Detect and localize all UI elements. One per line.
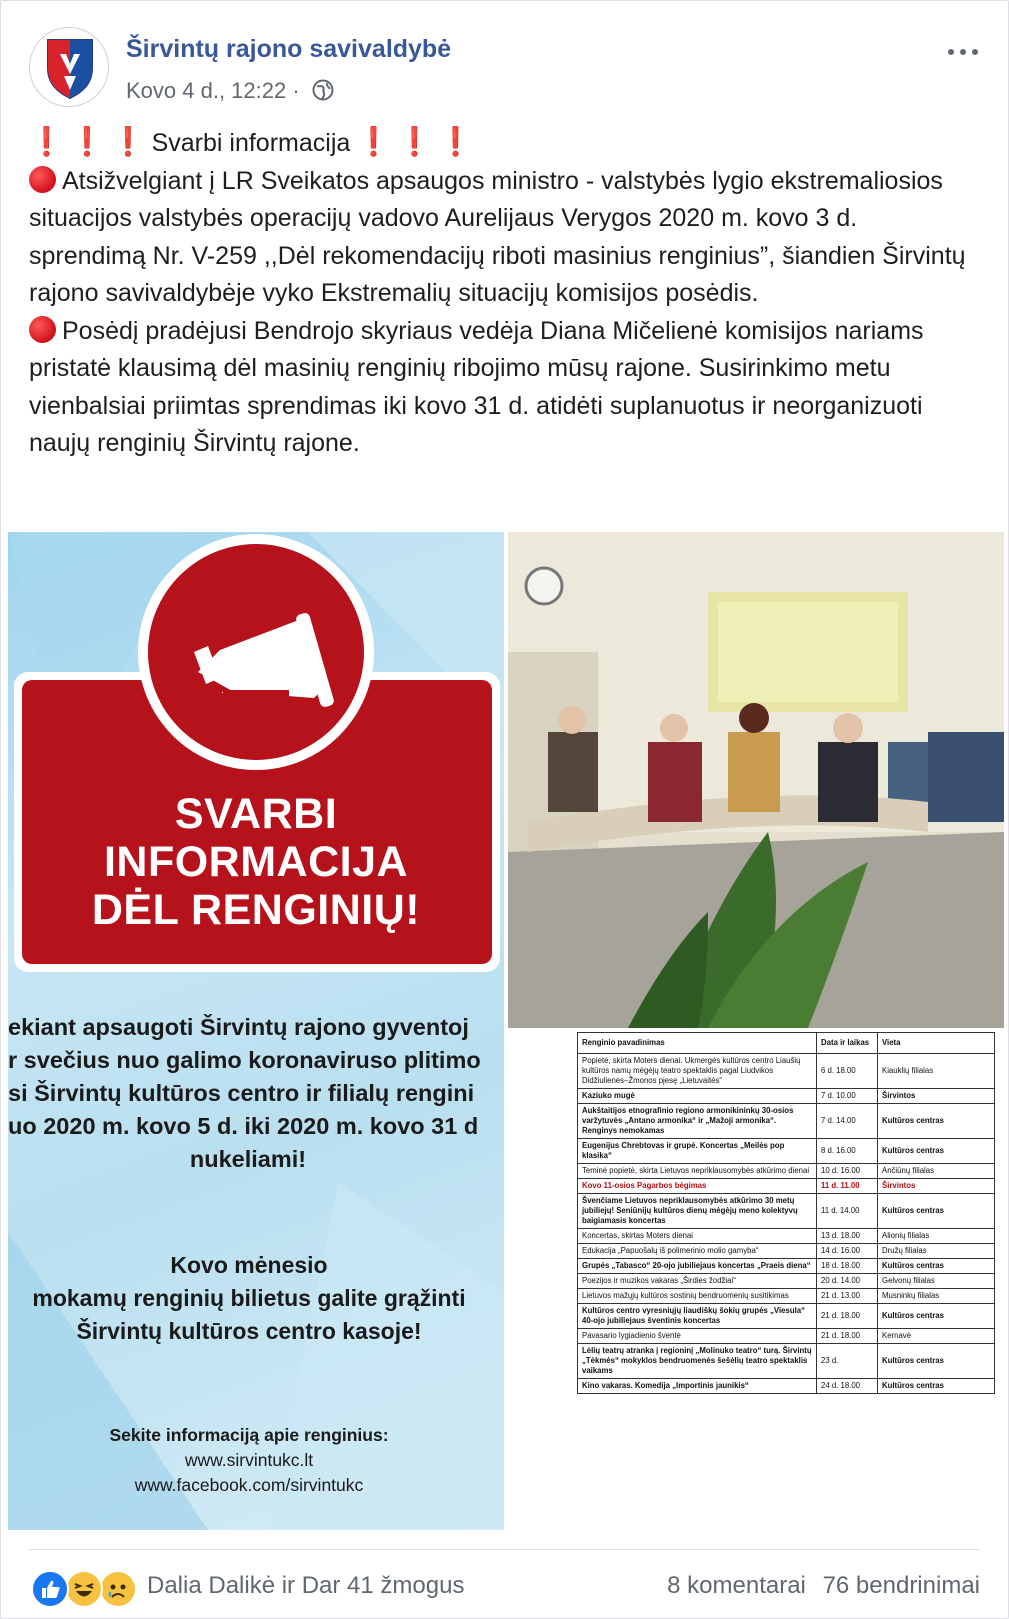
table-cell: Kultūros centras <box>878 1104 995 1139</box>
poster-follow <box>1 1423 497 1498</box>
events-table <box>577 1032 995 1394</box>
table-header: Data ir laikas <box>817 1033 878 1054</box>
table-row <box>578 1329 995 1344</box>
table-row <box>578 1344 995 1379</box>
post-text <box>29 123 979 463</box>
table-cell: Kultūros centras <box>878 1304 995 1329</box>
table-cell: 23 d. <box>817 1344 878 1379</box>
table-header-row <box>578 1033 995 1054</box>
table-cell: Kultūros centras <box>878 1379 995 1394</box>
table-cell: 11 d. 11.00 <box>817 1179 878 1194</box>
post-title: Svarbi informacija <box>151 129 351 157</box>
table-header: Vieta <box>878 1033 995 1054</box>
table-cell: Kiauklių filialas <box>878 1054 995 1089</box>
table-row <box>578 1054 995 1089</box>
table-cell: 21 d. 13.00 <box>817 1289 878 1304</box>
exclamation-icons: ❗❗❗ <box>356 126 479 157</box>
table-cell: Grupės „Tabasco“ 20-ojo jubiliejaus koncertas „Praeis diena“ <box>578 1259 817 1274</box>
meeting-photo-graphic <box>508 532 1004 1028</box>
table-cell: Ančiūnų filialas <box>878 1164 995 1179</box>
table-cell: Kernavė <box>878 1329 995 1344</box>
warning-line: uo 2020 m. kovo 5 d. iki 2020 m. kovo 31 d <box>8 1113 479 1139</box>
table-cell: Širvintos <box>878 1179 995 1194</box>
warning-line: nukeliami! <box>189 1146 307 1172</box>
table-cell: 18 d. 18.00 <box>817 1259 878 1274</box>
table-cell: Alionių filialas <box>878 1229 995 1244</box>
more-options-button[interactable] <box>944 37 984 67</box>
coat-of-arms-icon <box>30 28 109 107</box>
events-table-image[interactable] <box>508 1032 1004 1530</box>
table-cell: 14 d. 16.00 <box>817 1244 878 1259</box>
table-cell: Kultūros centras <box>878 1259 995 1274</box>
post-paragraph <box>29 313 979 463</box>
post-title-line <box>29 123 979 163</box>
table-cell: 11 d. 14.00 <box>817 1194 878 1229</box>
table-row <box>578 1194 995 1229</box>
table-cell: 21 d. 18.00 <box>817 1329 878 1344</box>
table-cell: Kovo 11-osios Pagarbos bėgimas <box>578 1179 817 1194</box>
table-row <box>578 1304 995 1329</box>
engagement-counts <box>657 1572 980 1600</box>
table-row <box>578 1089 995 1104</box>
table-cell: Družų filialas <box>878 1244 995 1259</box>
table-row <box>578 1244 995 1259</box>
table-cell: 13 d. 18.00 <box>817 1229 878 1244</box>
post-header <box>29 27 988 111</box>
more-icon-dot <box>960 49 966 55</box>
poster-refund-note <box>1 1249 497 1348</box>
post-footer <box>29 1549 980 1600</box>
sad-reaction-icon <box>99 1570 137 1608</box>
post-paragraph <box>29 163 979 313</box>
post-timestamp[interactable]: Kovo 4 d., 12:22 <box>126 78 287 103</box>
page-avatar[interactable] <box>29 27 109 107</box>
table-cell: Pavasario lygiadienio šventė <box>578 1329 817 1344</box>
table-cell: Eugenijus Chrebtovas ir grupė. Koncertas „Meilės pop klasika“ <box>578 1139 817 1164</box>
table-row <box>578 1164 995 1179</box>
poster-link-website: www.sirvintukc.lt <box>184 1450 314 1470</box>
red-circle-icon <box>29 166 56 193</box>
paragraph-text: Atsižvelgiant į LR Sveikatos apsaugos ministro - valstybės lygio ekstremaliosios situacijos valstybės operacijų vadovo Aurelijaus Verygos 2020 m. kovo 3 d. sprendimą Nr. V-259 ,,Dėl rekomendacijų riboti masinius renginius”, šiandien Širvintų rajono savivaldybėje vyko Ekstremalių situacijų komisijos posėdis. <box>29 166 966 307</box>
table-row <box>578 1139 995 1164</box>
table-cell: Aukštaitijos etnografinio regiono armonikininkų 30-osios varžytuvės „Antano armonika“ ir „Mažoji armonika“. Renginys nemokamas <box>578 1104 817 1139</box>
follow-text: Sekite informaciją apie renginius: <box>109 1425 389 1445</box>
table-cell: 21 d. 18.00 <box>817 1304 878 1329</box>
table-cell: 10 d. 16.00 <box>817 1164 878 1179</box>
more-icon <box>948 49 954 55</box>
exclamation-icons: ❗❗❗ <box>29 126 152 157</box>
table-cell: Lietuvos mažųjų kultūros sostinių bendruomenių susitikimas <box>578 1289 817 1304</box>
table-row <box>578 1289 995 1304</box>
meeting-photo[interactable] <box>508 532 1004 1028</box>
table-row <box>578 1179 995 1194</box>
table-cell: Poezijos ir muzikos vakaras „Širdies žodžiai“ <box>578 1274 817 1289</box>
table-cell: Kultūros centras <box>878 1344 995 1379</box>
table-cell: Lėlių teatrų atranka į regioninį „Molinuko teatro“ turą. Širvintų „Tėkmės“ mokyklos bendruomenės šešėlių teatro spektaklis vaikams <box>578 1344 817 1379</box>
meta-separator: · <box>292 78 300 103</box>
table-cell: Popietė, skirta Moters dienai. Ukmergės kultūros centro Liaušių kultūros namų mėgėjų teatro spektaklis pagal Liudvikos Didžiulienės–Žmonos pjesę „Lietuvaitės“ <box>578 1054 817 1089</box>
table-cell: Edukacija „Papuošalų iš polimerinio molio gamyba“ <box>578 1244 817 1259</box>
table-header: Renginio pavadinimas <box>578 1033 817 1054</box>
banner-line: INFORMACIJA <box>103 838 409 886</box>
table-cell: Kultūros centro vyresniųjų liaudiškų šokių grupės „Viesula“ 40-ojo jubiliejaus šventinis koncertas <box>578 1304 817 1329</box>
more-icon-dot <box>972 49 978 55</box>
red-circle-icon <box>29 316 56 343</box>
reactions[interactable] <box>31 1570 151 1608</box>
table-row <box>578 1104 995 1139</box>
table-cell: Musninkų filialas <box>878 1289 995 1304</box>
paragraph-text: Posėdį pradėjusi Bendrojo skyriaus vedėja Diana Mičelienė komisijos nariams pristatė klausimą dėl masinių renginių ribojimo mūsų rajone. Susirinkimo metu vienbalsiai priimtas sprendimas iki kovo 31 d. atidėti suplanuotus ir neorganizuoti naujų renginių Širvintų rajone. <box>29 316 924 457</box>
poster-link-facebook: www.facebook.com/sirvintukc <box>134 1475 364 1495</box>
globe-icon <box>312 79 334 107</box>
post-meta <box>126 78 334 107</box>
table-cell: Teminė popietė, skirta Lietuvos nepriklausomybės atkūrimo dienai <box>578 1164 817 1179</box>
table-cell: Kino vakaras. Komedija „Importinis jaunikis“ <box>578 1379 817 1394</box>
banner-line: SVARBI <box>174 790 338 838</box>
banner-line: DĖL RENGINIŲ! <box>91 886 421 934</box>
warning-line: ekiant apsaugoti Širvintų rajono gyventoj <box>8 1014 469 1040</box>
table-row <box>578 1274 995 1289</box>
table-cell: 7 d. 10.00 <box>817 1089 878 1104</box>
table-cell: Švenčiame Lietuvos nepriklausomybės atkūrimo 30 metų jubiliejų! Seniūnijų kultūros dienų mėgėjų meno kolektyvų baigiamasis koncertas <box>578 1194 817 1229</box>
like-reaction-icon <box>31 1570 69 1608</box>
table-row <box>578 1259 995 1274</box>
table-cell: Kaziuko mugė <box>578 1089 817 1104</box>
poster-warning <box>0 1011 496 1176</box>
table-cell: Kultūros centras <box>878 1194 995 1229</box>
table-cell: 8 d. 16.00 <box>817 1139 878 1164</box>
table-cell: Gelvonų filialas <box>878 1274 995 1289</box>
table-row <box>578 1229 995 1244</box>
table-cell: 6 d. 18.00 <box>817 1054 878 1089</box>
page-name-link[interactable]: Širvintų rajono savivaldybė <box>126 35 452 63</box>
warning-line: r svečius nuo galimo koronaviruso plitimo <box>8 1047 481 1073</box>
table-cell: Kultūros centras <box>878 1139 995 1164</box>
table-cell: Širvintos <box>878 1089 995 1104</box>
comments-count[interactable]: 8 komentarai <box>667 1572 806 1599</box>
table-cell: 20 d. 14.00 <box>817 1274 878 1289</box>
table-cell: 24 d. 18.00 <box>817 1379 878 1394</box>
refund-line: Kovo mėnesio <box>170 1252 328 1278</box>
table-cell: 7 d. 14.00 <box>817 1104 878 1139</box>
haha-reaction-icon <box>65 1570 103 1608</box>
table-row <box>578 1379 995 1394</box>
refund-line: Širvintų kultūros centro kasoje! <box>76 1318 422 1344</box>
warning-line: si Širvintų kultūros centro ir filialų rengini <box>8 1080 475 1106</box>
reactions-summary[interactable]: Dalia Dalikė ir Dar 41 žmogus <box>147 1572 465 1599</box>
table-cell: Koncertas, skirtas Moters dienai <box>578 1229 817 1244</box>
shares-count[interactable]: 76 bendrinimai <box>822 1572 980 1599</box>
refund-line: mokamų renginių bilietus galite grąžinti <box>32 1285 466 1311</box>
